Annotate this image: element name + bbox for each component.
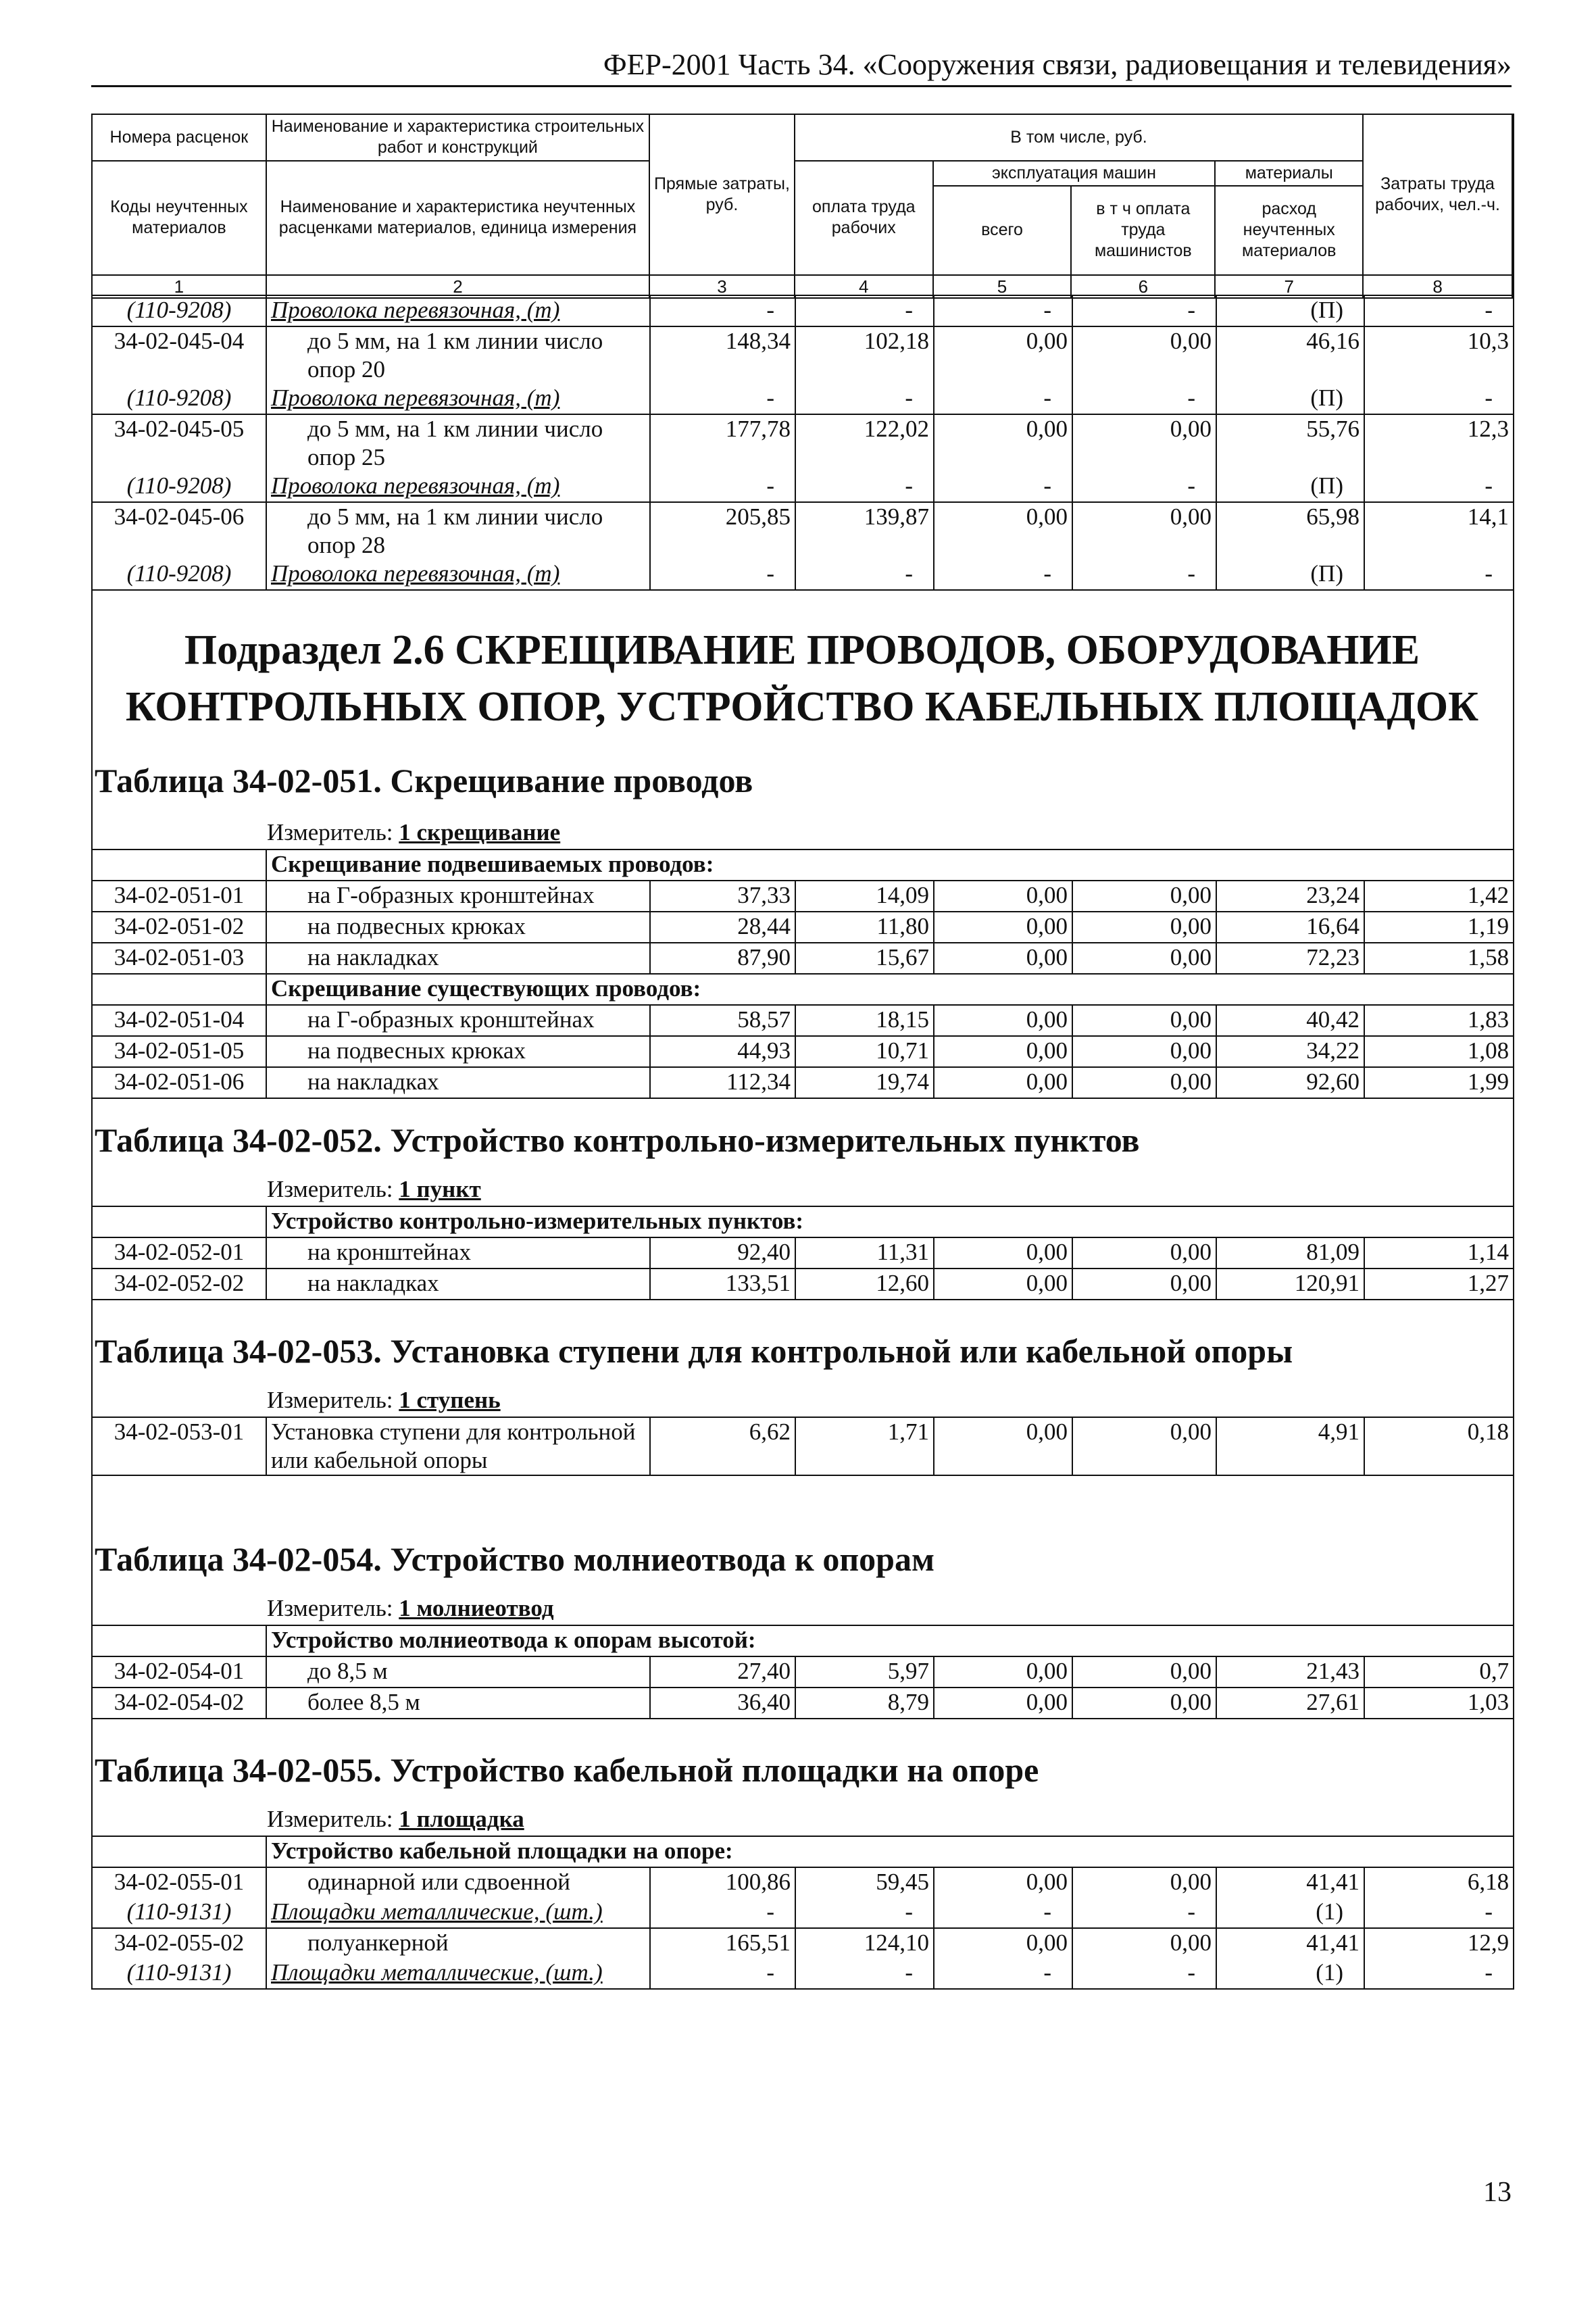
- value-col-6: 0,00: [1072, 326, 1216, 384]
- value-col-6: 0,00: [1072, 912, 1216, 943]
- material-row: [92, 384, 1514, 414]
- table-054-measure: Измеритель: 1 молниеотвод: [267, 1595, 554, 1621]
- rate-code: 34-02-054-01: [92, 1656, 266, 1688]
- value-col-7: 41,41: [1216, 1867, 1364, 1898]
- rate-code: 34-02-054-02: [92, 1688, 266, 1719]
- value-col-8: -: [1364, 1898, 1514, 1928]
- value-col-4: 19,74: [795, 1067, 934, 1098]
- subheading-row: [92, 1836, 1514, 1867]
- table-055-title: Таблица 34-02-055. Устройство кабельной площадки на опоре: [95, 1751, 1039, 1789]
- value-col-8: 1,08: [1364, 1036, 1514, 1067]
- rate-name: до 5 мм, на 1 км линии число опор 25: [266, 414, 650, 472]
- value-col-5: -: [934, 384, 1072, 414]
- rate-row: [92, 881, 1514, 912]
- rate-code: 34-02-052-01: [92, 1237, 266, 1269]
- rate-row: [92, 1005, 1514, 1036]
- value-col-6: -: [1072, 1898, 1216, 1928]
- value-col-3: 87,90: [650, 943, 795, 974]
- value-col-4: 59,45: [795, 1867, 934, 1898]
- rate-row: [92, 1269, 1514, 1300]
- value-col-7: 55,76: [1216, 414, 1364, 472]
- col-num-2: 2: [266, 275, 649, 299]
- rate-row: [92, 1067, 1514, 1098]
- value-col-5: 0,00: [934, 1417, 1072, 1475]
- rates-table-055: [91, 1836, 1514, 1990]
- header-machinist-wages: в т ч оплата труда машинистов: [1071, 186, 1215, 275]
- value-col-6: 0,00: [1072, 1237, 1216, 1269]
- header-name-top: Наименование и характеристика строительных работ и конструкций: [266, 114, 649, 161]
- rate-row: [92, 326, 1514, 384]
- value-col-5: 0,00: [934, 1269, 1072, 1300]
- value-col-8: -: [1364, 560, 1514, 590]
- value-col-6: 0,00: [1072, 1067, 1216, 1098]
- value-col-3: 58,57: [650, 1005, 795, 1036]
- subheading-row: [92, 974, 1514, 1005]
- rate-code: 34-02-045-04: [92, 326, 266, 384]
- value-col-5: -: [934, 1959, 1072, 1989]
- value-col-6: 0,00: [1072, 1417, 1216, 1475]
- col-num-4: 4: [795, 275, 933, 299]
- subheading: Устройство кабельной площадки на опоре:: [266, 1836, 1514, 1867]
- value-col-5: 0,00: [934, 1036, 1072, 1067]
- value-col-4: 10,71: [795, 1036, 934, 1067]
- rate-row: [92, 1688, 1514, 1719]
- value-col-8: 12,9: [1364, 1928, 1514, 1959]
- rate-name: на накладках: [266, 943, 650, 974]
- value-col-4: 18,15: [795, 1005, 934, 1036]
- header-wages: оплата труда рабочих: [795, 161, 933, 275]
- value-col-8: 10,3: [1364, 326, 1514, 384]
- value-col-7: 120,91: [1216, 1269, 1364, 1300]
- material-name: Проволока перевязочная, (т): [266, 295, 650, 326]
- material-row: [92, 1898, 1514, 1928]
- value-col-8: -: [1364, 1959, 1514, 1989]
- header-codes-bottom: Коды неучтенных материалов: [92, 161, 266, 275]
- value-col-4: -: [795, 1959, 934, 1989]
- rate-name: на Г-образных кронштейнах: [266, 1005, 650, 1036]
- value-col-4: 139,87: [795, 502, 934, 560]
- value-col-8: 14,1: [1364, 502, 1514, 560]
- table-055-block: [91, 1836, 1514, 1990]
- rate-row: [92, 1928, 1514, 1959]
- value-col-3: -: [650, 472, 795, 502]
- material-name: Проволока перевязочная, (т): [266, 384, 650, 414]
- rate-code: 34-02-045-06: [92, 502, 266, 560]
- header-machines: эксплуатация машин: [933, 161, 1216, 186]
- value-col-3: 44,93: [650, 1036, 795, 1067]
- value-col-3: -: [650, 384, 795, 414]
- rate-code: 34-02-052-02: [92, 1269, 266, 1300]
- subheading-spacer: [92, 1836, 266, 1867]
- rate-row: [92, 1656, 1514, 1688]
- value-col-4: 11,80: [795, 912, 934, 943]
- rates-table-054: [91, 1625, 1514, 1719]
- top-rows-block: [91, 295, 1514, 591]
- header-materials: материалы: [1215, 161, 1363, 186]
- rate-name: на накладках: [266, 1067, 650, 1098]
- rate-code: 34-02-055-02: [92, 1928, 266, 1959]
- rate-row: [92, 1237, 1514, 1269]
- rate-code: 34-02-055-01: [92, 1867, 266, 1898]
- value-col-5: 0,00: [934, 912, 1072, 943]
- value-col-6: 0,00: [1072, 1269, 1216, 1300]
- col-num-3: 3: [649, 275, 795, 299]
- rate-name: на кронштейнах: [266, 1237, 650, 1269]
- value-col-5: 0,00: [934, 1237, 1072, 1269]
- value-col-7: (П): [1216, 472, 1364, 502]
- material-row: [92, 560, 1514, 590]
- value-col-8: 1,19: [1364, 912, 1514, 943]
- rate-row: [92, 1036, 1514, 1067]
- value-col-6: -: [1072, 1959, 1216, 1989]
- value-col-8: 0,18: [1364, 1417, 1514, 1475]
- value-col-3: -: [650, 1898, 795, 1928]
- column-header-table: [91, 114, 1513, 299]
- rate-name: более 8,5 м: [266, 1688, 650, 1719]
- value-col-6: 0,00: [1072, 881, 1216, 912]
- value-col-3: 165,51: [650, 1928, 795, 1959]
- rate-name: до 5 мм, на 1 км линии число опор 28: [266, 502, 650, 560]
- table-055-measure: Измеритель: 1 площадка: [267, 1806, 524, 1832]
- value-col-5: 0,00: [934, 1688, 1072, 1719]
- value-col-6: -: [1072, 472, 1216, 502]
- rate-name: на подвесных крюках: [266, 912, 650, 943]
- value-col-4: 11,31: [795, 1237, 934, 1269]
- table-052-measure: Измеритель: 1 пункт: [267, 1176, 481, 1202]
- running-header: ФЕР-2001 Часть 34. «Сооружения связи, радиовещания и телевидения»: [603, 48, 1512, 81]
- header-codes-top: Номера расценок: [92, 114, 266, 161]
- value-col-5: 0,00: [934, 414, 1072, 472]
- rate-name: одинарной или сдвоенной: [266, 1867, 650, 1898]
- table-054-title: Таблица 34-02-054. Устройство молниеотвода к опорам: [95, 1540, 935, 1578]
- rate-name: до 8,5 м: [266, 1656, 650, 1688]
- subheading: Скрещивание существующих проводов:: [266, 974, 1514, 1005]
- value-col-4: 5,97: [795, 1656, 934, 1688]
- value-col-7: (П): [1216, 384, 1364, 414]
- value-col-5: 0,00: [934, 1867, 1072, 1898]
- value-col-6: 0,00: [1072, 1867, 1216, 1898]
- rate-name: на накладках: [266, 1269, 650, 1300]
- value-col-4: 15,67: [795, 943, 934, 974]
- value-col-3: 205,85: [650, 502, 795, 560]
- material-row: [92, 295, 1514, 326]
- value-col-7: (1): [1216, 1959, 1364, 1989]
- value-col-8: 1,14: [1364, 1237, 1514, 1269]
- table-052-title: Таблица 34-02-052. Устройство контрольно-измерительных пунктов: [95, 1121, 1140, 1159]
- rate-row: [92, 414, 1514, 472]
- material-row: [92, 472, 1514, 502]
- value-col-7: 23,24: [1216, 881, 1364, 912]
- table-053-measure: Измеритель: 1 ступень: [267, 1387, 501, 1413]
- value-col-6: 0,00: [1072, 1928, 1216, 1959]
- value-col-8: 1,42: [1364, 881, 1514, 912]
- value-col-8: 1,27: [1364, 1269, 1514, 1300]
- value-col-7: 4,91: [1216, 1417, 1364, 1475]
- rate-code: 34-02-051-04: [92, 1005, 266, 1036]
- table-053-title: Таблица 34-02-053. Установка ступени для контрольной или кабельной опоры: [95, 1332, 1293, 1370]
- value-col-7: 72,23: [1216, 943, 1364, 974]
- header-name-bottom: Наименование и характеристика неучтенных расценками материалов, единица измерения: [266, 161, 649, 275]
- value-col-5: 0,00: [934, 943, 1072, 974]
- value-col-3: -: [650, 295, 795, 326]
- value-col-4: 12,60: [795, 1269, 934, 1300]
- rate-row: [92, 1417, 1514, 1475]
- rate-code: 34-02-051-02: [92, 912, 266, 943]
- value-col-3: 92,40: [650, 1237, 795, 1269]
- rate-name: до 5 мм, на 1 км линии число опор 20: [266, 326, 650, 384]
- value-col-6: 0,00: [1072, 1005, 1216, 1036]
- rate-name: на подвесных крюках: [266, 1036, 650, 1067]
- value-col-4: 124,10: [795, 1928, 934, 1959]
- value-col-3: -: [650, 560, 795, 590]
- subheading-row: [92, 1206, 1514, 1237]
- value-col-4: 122,02: [795, 414, 934, 472]
- value-col-7: 27,61: [1216, 1688, 1364, 1719]
- value-col-3: 6,62: [650, 1417, 795, 1475]
- value-col-4: 102,18: [795, 326, 934, 384]
- value-col-6: 0,00: [1072, 414, 1216, 472]
- rate-code: 34-02-051-06: [92, 1067, 266, 1098]
- value-col-7: 92,60: [1216, 1067, 1364, 1098]
- value-col-8: 1,83: [1364, 1005, 1514, 1036]
- col-num-7: 7: [1215, 275, 1363, 299]
- value-col-8: 1,03: [1364, 1688, 1514, 1719]
- rate-code: 34-02-053-01: [92, 1417, 266, 1475]
- value-col-4: 14,09: [795, 881, 934, 912]
- subheading: Устройство контрольно-измерительных пунктов:: [266, 1206, 1514, 1237]
- col-num-5: 5: [933, 275, 1072, 299]
- rate-code: 34-02-045-05: [92, 414, 266, 472]
- header-rule: [91, 85, 1512, 87]
- value-col-8: 12,3: [1364, 414, 1514, 472]
- material-name: Площадки металлические, (шт.): [266, 1959, 650, 1989]
- value-col-3: 100,86: [650, 1867, 795, 1898]
- value-col-4: 8,79: [795, 1688, 934, 1719]
- material-name: Проволока перевязочная, (т): [266, 472, 650, 502]
- table-053-block: [91, 1417, 1514, 1476]
- rate-code: 34-02-051-05: [92, 1036, 266, 1067]
- rates-table-053: [91, 1417, 1514, 1476]
- rate-name: Установка ступени для контрольной или кабельной опоры: [266, 1417, 650, 1475]
- subheading-spacer: [92, 1206, 266, 1237]
- value-col-4: -: [795, 384, 934, 414]
- table-051-title: Таблица 34-02-051. Скрещивание проводов: [95, 762, 753, 799]
- value-col-4: -: [795, 560, 934, 590]
- rate-row: [92, 912, 1514, 943]
- rate-row: [92, 943, 1514, 974]
- value-col-6: 0,00: [1072, 1036, 1216, 1067]
- value-col-5: 0,00: [934, 1656, 1072, 1688]
- value-col-8: 0,7: [1364, 1656, 1514, 1688]
- value-col-5: -: [934, 472, 1072, 502]
- header-labour: Затраты труда рабочих, чел.-ч.: [1363, 114, 1512, 275]
- value-col-3: 133,51: [650, 1269, 795, 1300]
- value-col-6: 0,00: [1072, 943, 1216, 974]
- table-054-block: [91, 1625, 1514, 1719]
- value-col-5: 0,00: [934, 1928, 1072, 1959]
- rate-row: [92, 502, 1514, 560]
- value-col-5: 0,00: [934, 502, 1072, 560]
- col-num-8: 8: [1363, 275, 1512, 299]
- value-col-5: 0,00: [934, 1005, 1072, 1036]
- value-col-8: -: [1364, 295, 1514, 326]
- value-col-3: 148,34: [650, 326, 795, 384]
- value-col-8: 1,58: [1364, 943, 1514, 974]
- rates-table-051: [91, 849, 1514, 1099]
- subheading-spacer: [92, 850, 266, 881]
- header-materials-use: расход неучтенных материалов: [1215, 186, 1363, 275]
- value-col-3: 36,40: [650, 1688, 795, 1719]
- rates-table-052: [91, 1206, 1514, 1300]
- value-col-8: 1,99: [1364, 1067, 1514, 1098]
- page-number: 13: [1483, 2177, 1512, 2208]
- value-col-6: -: [1072, 560, 1216, 590]
- value-col-3: -: [650, 1959, 795, 1989]
- material-code: (110-9131): [92, 1898, 266, 1928]
- subheading-row: [92, 1625, 1514, 1656]
- rate-name: на Г-образных кронштейнах: [266, 881, 650, 912]
- header-group: В том числе, руб.: [795, 114, 1363, 161]
- value-col-7: 21,43: [1216, 1656, 1364, 1688]
- value-col-6: 0,00: [1072, 1656, 1216, 1688]
- value-col-8: -: [1364, 384, 1514, 414]
- col-num-1: 1: [92, 275, 266, 299]
- material-code: (110-9208): [92, 295, 266, 326]
- value-col-6: 0,00: [1072, 502, 1216, 560]
- value-col-5: 0,00: [934, 326, 1072, 384]
- value-col-7: 40,42: [1216, 1005, 1364, 1036]
- material-row: [92, 1959, 1514, 1989]
- rate-row: [92, 1867, 1514, 1898]
- value-col-8: -: [1364, 472, 1514, 502]
- value-col-5: -: [934, 560, 1072, 590]
- material-code: (110-9131): [92, 1959, 266, 1989]
- material-code: (110-9208): [92, 560, 266, 590]
- material-name: Проволока перевязочная, (т): [266, 560, 650, 590]
- value-col-7: 81,09: [1216, 1237, 1364, 1269]
- value-col-5: -: [934, 1898, 1072, 1928]
- value-col-5: 0,00: [934, 881, 1072, 912]
- value-col-6: 0,00: [1072, 1688, 1216, 1719]
- value-col-4: -: [795, 1898, 934, 1928]
- col-num-6: 6: [1071, 275, 1215, 299]
- subheading-row: [92, 850, 1514, 881]
- subsection-title: Подраздел 2.6 СКРЕЩИВАНИЕ ПРОВОДОВ, ОБОРУДОВАНИЕ КОНТРОЛЬНЫХ ОПОР, УСТРОЙСТВО КАБЕЛЬНЫХ ПЛОЩАДОК: [125, 627, 1479, 730]
- value-col-8: 6,18: [1364, 1867, 1514, 1898]
- value-col-7: 16,64: [1216, 912, 1364, 943]
- table-051-measure: Измеритель: 1 скрещивание: [267, 819, 561, 845]
- value-col-7: (П): [1216, 560, 1364, 590]
- material-code: (110-9208): [92, 472, 266, 502]
- rate-code: 34-02-051-01: [92, 881, 266, 912]
- value-col-5: -: [934, 295, 1072, 326]
- value-col-4: -: [795, 472, 934, 502]
- value-col-7: 46,16: [1216, 326, 1364, 384]
- rates-table-045: [91, 295, 1514, 591]
- value-col-7: 34,22: [1216, 1036, 1364, 1067]
- table-052-block: [91, 1206, 1514, 1300]
- value-col-3: 27,40: [650, 1656, 795, 1688]
- rate-name: полуанкерной: [266, 1928, 650, 1959]
- value-col-7: 65,98: [1216, 502, 1364, 560]
- material-name: Площадки металлические, (шт.): [266, 1898, 650, 1928]
- value-col-4: 1,71: [795, 1417, 934, 1475]
- subheading-spacer: [92, 1625, 266, 1656]
- value-col-7: (П): [1216, 295, 1364, 326]
- rate-code: 34-02-051-03: [92, 943, 266, 974]
- value-col-7: (1): [1216, 1898, 1364, 1928]
- header-machines-total: всего: [933, 186, 1072, 275]
- value-col-6: -: [1072, 384, 1216, 414]
- value-col-7: 41,41: [1216, 1928, 1364, 1959]
- header-direct-costs: Прямые затраты, руб.: [649, 114, 795, 275]
- value-col-3: 177,78: [650, 414, 795, 472]
- value-col-3: 37,33: [650, 881, 795, 912]
- subheading: Скрещивание подвешиваемых проводов:: [266, 850, 1514, 881]
- subheading-spacer: [92, 974, 266, 1005]
- subheading: Устройство молниеотвода к опорам высотой:: [266, 1625, 1514, 1656]
- value-col-4: -: [795, 295, 934, 326]
- value-col-6: -: [1072, 295, 1216, 326]
- value-col-5: 0,00: [934, 1067, 1072, 1098]
- value-col-3: 112,34: [650, 1067, 795, 1098]
- material-code: (110-9208): [92, 384, 266, 414]
- table-051-block: [91, 849, 1514, 1099]
- value-col-3: 28,44: [650, 912, 795, 943]
